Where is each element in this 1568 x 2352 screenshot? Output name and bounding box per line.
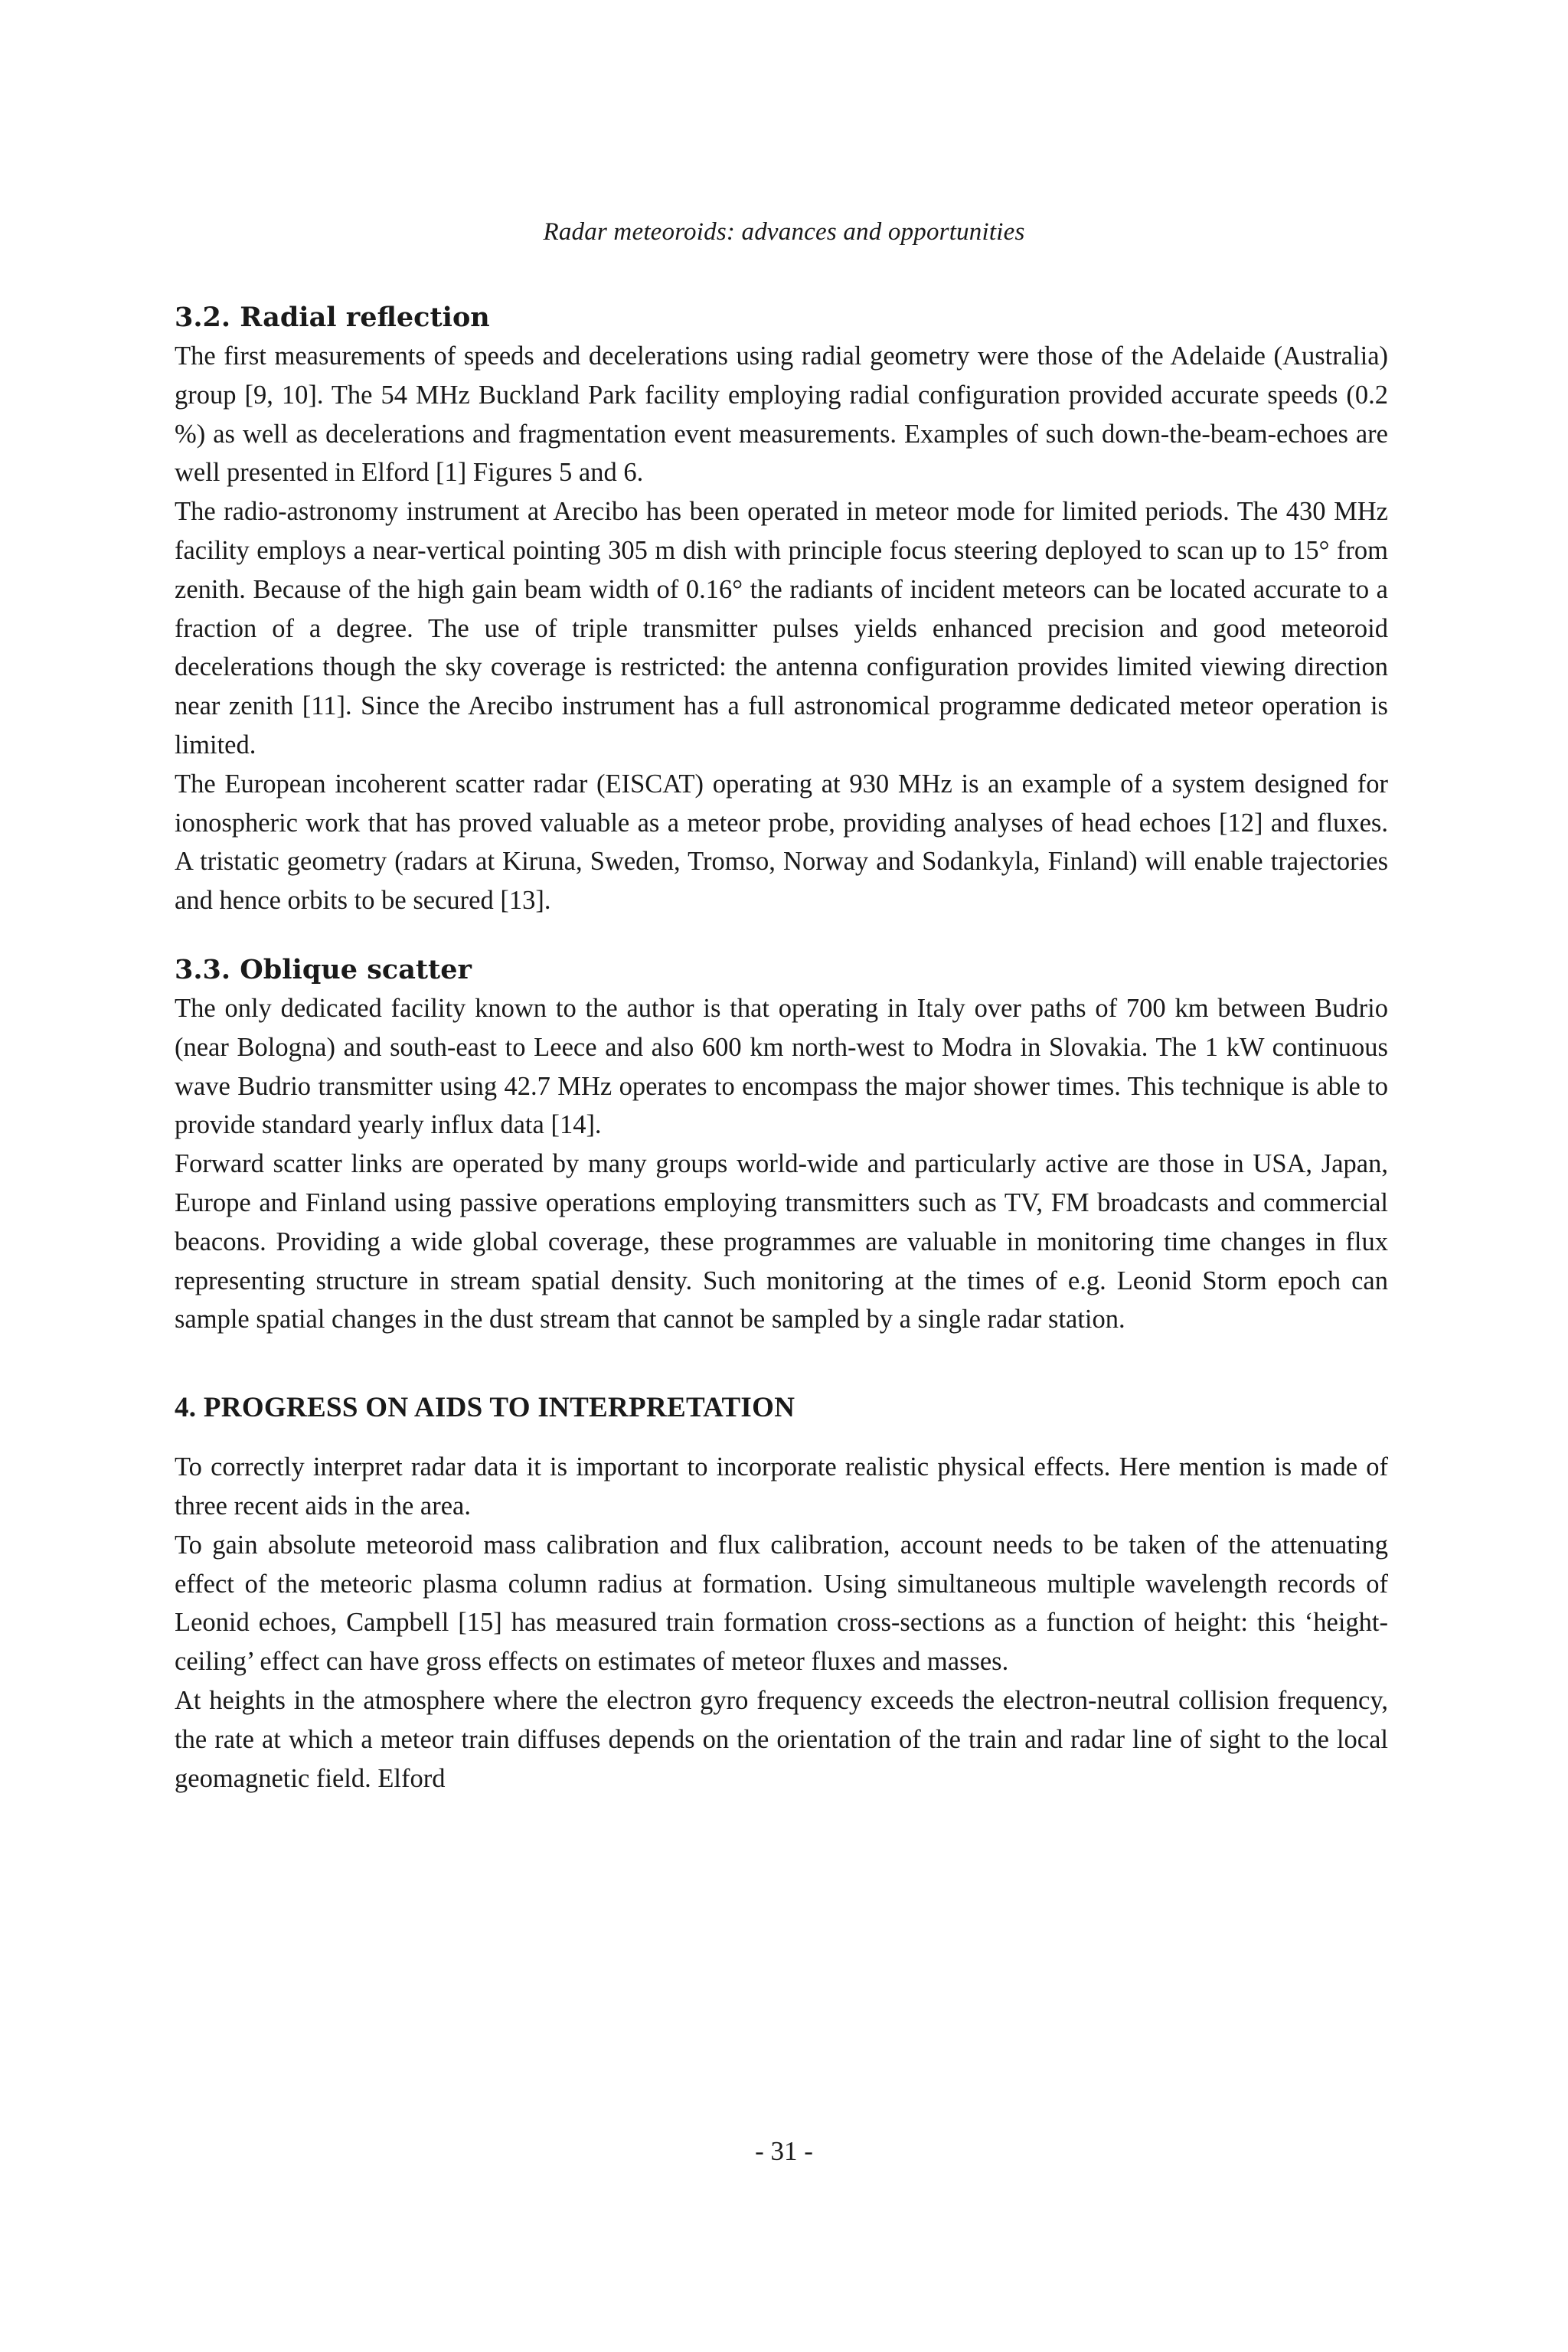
subsection-heading-radial-reflection: [175, 299, 1388, 337]
section-heading-progress-on-aids: [175, 1388, 1388, 1428]
paragraph: The first measurements of speeds and decelerations using radial geometry were those of the Adelaide (Australia) group [9, 10]. The 54 MHz Buckland Park facility employing radial configuration provided accurate speeds (0.2 %) as well as decelerations and fragmentation event measurements. Examples of such down-the-beam-echoes are well presented in Elford [1] Figures 5 and 6.: [175, 341, 1388, 488]
subsection-number: 3.2.: [175, 302, 231, 333]
paragraph: At heights in the atmosphere where the electron gyro frequency exceeds the electron-neutral collision frequency, the rate at which a meteor train diffuses depends on the orientation of the train and radar line of sight to the local geomagnetic field. Elford: [175, 1685, 1388, 1793]
paragraph: The European incoherent scatter radar (EISCAT) operating at 930 MHz is an example of a system designed for ionospheric work that has proved valuable as a meteor probe, providing analyses of head echoes [12] and fluxes. A tristatic geometry (radars at Kiruna, Sweden, Tromso, Norway and Sodankyla, Finland) will enable trajectories and hence orbits to be secured [13].: [175, 769, 1388, 916]
subsection-title-text: Radial reflection: [240, 302, 490, 333]
progress-section-body: [175, 1448, 1388, 1798]
main-content: [175, 299, 1388, 1798]
section-number: 4.: [175, 1392, 197, 1424]
paragraph: To correctly interpret radar data it is important to incorporate realistic physical effects. Here mention is made of three recent aids in the area.: [175, 1452, 1388, 1521]
radial-reflection-body: [175, 337, 1388, 920]
paragraph: The only dedicated facility known to the author is that operating in Italy over paths of 700 km between Budrio (near Bologna) and south-east to Leece and also 600 km north-west to Modra in Slovakia. The 1 kW continuous wave Budrio transmitter using 42.7 MHz operates to encompass the major shower times. This technique is able to provide standard yearly influx data [14].: [175, 993, 1388, 1140]
section-title-text: PROGRESS ON AIDS TO INTERPRETATION: [203, 1392, 795, 1424]
subsection-heading-oblique-scatter: [175, 951, 1388, 989]
subsection-title-text: Oblique scatter: [240, 953, 472, 985]
paragraph: To gain absolute meteoroid mass calibration and flux calibration, account needs to be taken of the attenuating effect of the meteoric plasma column radius at formation. Using simultaneous multiple wavelength records of Leonid echoes, Campbell [15] has measured train formation cross-sections as a function of height: this ‘height-ceiling’ effect can have gross effects on estimates of meteor fluxes and masses.: [175, 1530, 1388, 1677]
subsection-number: 3.3.: [175, 953, 231, 985]
page-number: - 31 -: [755, 2136, 813, 2166]
running-title: Radar meteoroids: advances and opportunities: [543, 218, 1025, 246]
paragraph: The radio-astronomy instrument at Arecibo has been operated in meteor mode for limited periods. The 430 MHz facility employs a near-vertical pointing 305 m dish with principle focus steering deployed to scan up to 15° from zenith. Because of the high gain beam width of 0.16° the radiants of incident meteors can be located accurate to a fraction of a degree. The use of triple transmitter pulses yields enhanced precision and good meteoroid decelerations though the sky coverage is restricted: the antenna configuration provides limited viewing direction near zenith [11]. Since the Arecibo instrument has a full astronomical programme dedicated meteor operation is limited.: [175, 497, 1388, 760]
paragraph: Forward scatter links are operated by many groups world-wide and particularly active are those in USA, Japan, Europe and Finland using passive operations employing transmitters such as TV, FM broadcasts and commercial beacons. Providing a wide global coverage, these programmes are valuable in monitoring time changes in flux representing structure in stream spatial density. Such monitoring at the times of e.g. Leonid Storm epoch can sample spatial changes in the dust stream that cannot be sampled by a single radar station.: [175, 1149, 1388, 1334]
oblique-scatter-body: [175, 989, 1388, 1339]
